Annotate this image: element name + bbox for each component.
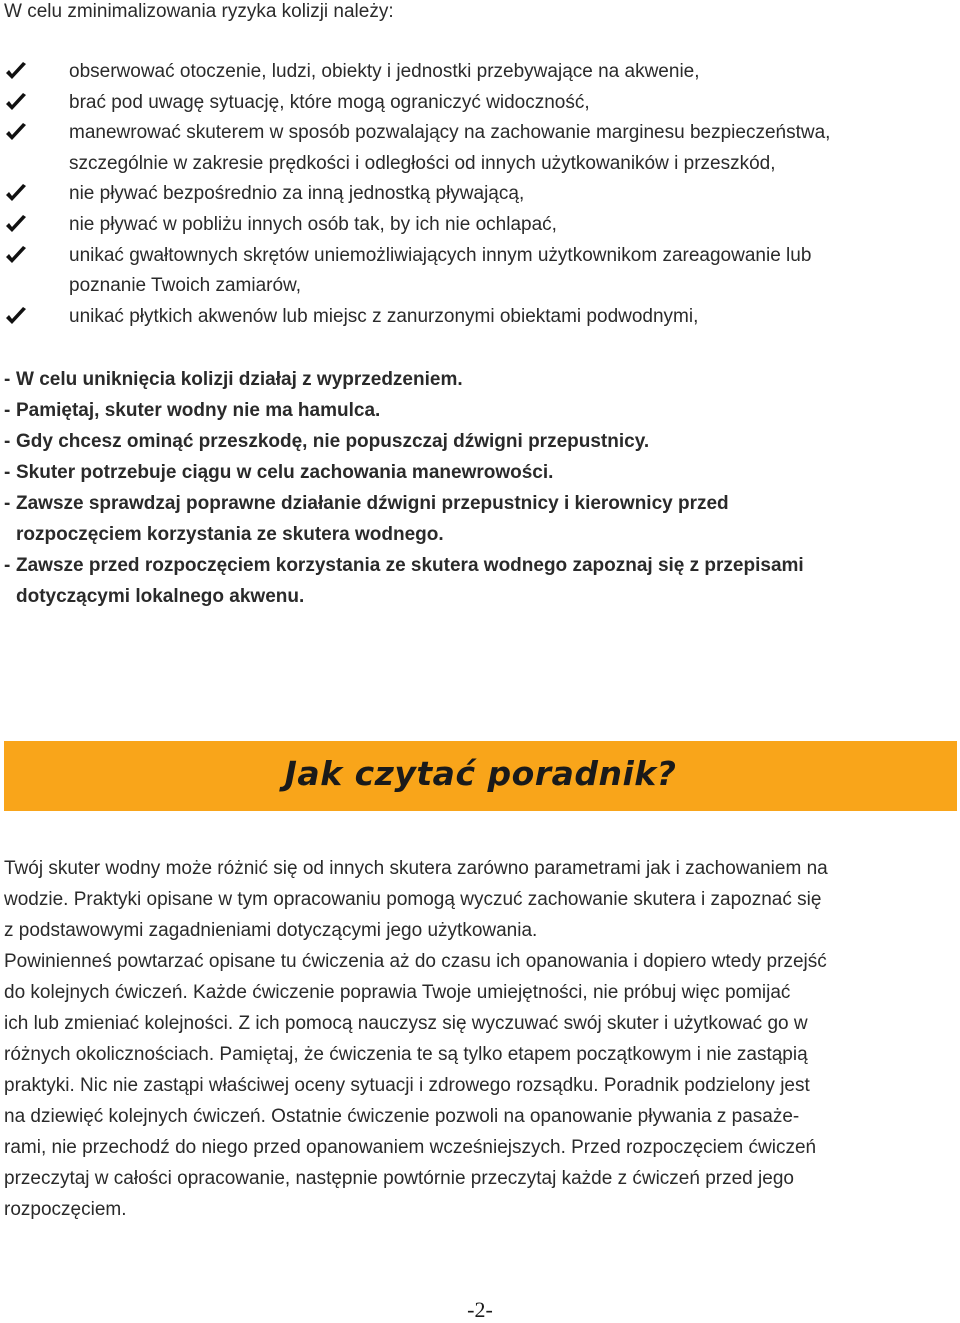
checklist-item (0, 57, 960, 88)
checklist-line: brać pod uwagę sytuację, które mogą ograniczyć widoczność, (69, 91, 590, 113)
checkmark-icon (4, 214, 28, 236)
checkmark-icon (4, 306, 28, 328)
section-banner (4, 741, 957, 811)
rules-list (0, 364, 960, 612)
intro-heading: W celu zminimalizowania ryzyka kolizji należy: (4, 1, 394, 22)
dash-bullet: - (4, 369, 11, 390)
body-line: na dziewięć kolejnych ćwiczeń. Ostatnie ćwiczenie pozwoli na opanowanie pływania z pasaże- (4, 1106, 800, 1127)
rule-line: dotyczącymi lokalnego akwenu. (16, 586, 305, 607)
dash-bullet: - (4, 462, 11, 483)
rule-item (0, 488, 960, 550)
body-line: ich lub zmieniać kolejności. Z ich pomocą nauczysz się wyczuwać swój skuter i użytkować go w (4, 1013, 808, 1034)
checkmark-icon (4, 245, 28, 267)
body-line: Twój skuter wodny może różnić się od innych skutera zarówno parametrami jak i zachowaniem na (4, 858, 828, 879)
checklist (0, 57, 960, 332)
checklist-item (0, 88, 960, 119)
body-line: przeczytaj w całości opracowanie, następnie powtórnie przeczytaj każde z ćwiczeń przed jego (4, 1168, 794, 1189)
body-line: rami, nie przechodź do niego przed opanowaniem wcześniejszych. Przed rozpoczęciem ćwiczeń (4, 1137, 817, 1158)
checkmark-icon (4, 61, 28, 83)
checkmark-icon (4, 122, 28, 144)
checklist-line: unikać gwałtownych skrętów uniemożliwiających innym użytkownikom zareagowanie lub (69, 244, 812, 266)
checklist-line: poznanie Twoich zamiarów, (69, 275, 301, 297)
rule-line: rozpoczęciem korzystania ze skutera wodnego. (16, 524, 444, 545)
checklist-item (0, 302, 960, 333)
checklist-line: szczególnie w zakresie prędkości i odległości od innych użytkowaników i przeszkód, (69, 152, 776, 174)
checklist-line: nie pływać w pobliżu innych osób tak, by ich nie ochlapać, (69, 213, 557, 235)
section-title: Jak czytać poradnik? (284, 754, 677, 793)
checklist-item (0, 241, 960, 302)
dash-bullet: - (4, 400, 11, 421)
body-line: do kolejnych ćwiczeń. Każde ćwiczenie poprawia Twoje umiejętności, nie próbuj więc pomijać (4, 982, 791, 1003)
rule-line: Gdy chcesz ominąć przeszkodę, nie popuszczaj dźwigni przepustnicy. (16, 431, 650, 452)
checklist-item (0, 179, 960, 210)
rule-line: Skuter potrzebuje ciągu w celu zachowania manewrowości. (16, 462, 554, 483)
rule-item (0, 550, 960, 612)
checkmark-icon (4, 92, 28, 114)
body-line: z podstawowymi zagadnieniami dotyczącymi jego użytkowania. (4, 920, 538, 941)
dash-bullet: - (4, 555, 11, 576)
body-line: wodzie. Praktyki opisane w tym opracowaniu pomogą wyczuć zachowanie skutera i zapoznać się (4, 889, 822, 910)
rule-item (0, 364, 960, 395)
rule-item (0, 426, 960, 457)
rule-item (0, 395, 960, 426)
checklist-item (0, 210, 960, 241)
dash-bullet: - (4, 431, 11, 452)
body-paragraph (4, 853, 956, 1225)
rule-line: Zawsze sprawdzaj poprawne działanie dźwigni przepustnicy i kierownicy przed (16, 493, 729, 514)
checklist-line: obserwować otoczenie, ludzi, obiekty i jednostki przebywające na akwenie, (69, 61, 700, 82)
body-line: różnych okolicznościach. Pamiętaj, że ćwiczenia te są tylko etapem początkowym i nie zastąpią (4, 1044, 808, 1065)
checklist-line: manewrować skuterem w sposób pozwalający na zachowanie marginesu bezpieczeństwa, (69, 122, 831, 144)
body-line: rozpoczęciem. (4, 1199, 127, 1220)
rule-line: W celu uniknięcia kolizji działaj z wyprzedzeniem. (16, 369, 463, 390)
rule-line: Zawsze przed rozpoczęciem korzystania ze skutera wodnego zapoznaj się z przepisami (16, 555, 804, 576)
rule-item (0, 457, 960, 488)
checklist-item (0, 118, 960, 179)
body-line: praktyki. Nic nie zastąpi właściwej oceny sytuacji i zdrowego rozsądku. Poradnik podzielony jest (4, 1075, 810, 1096)
page-number: -2- (467, 1297, 493, 1322)
dash-bullet: - (4, 493, 11, 514)
rule-line: Pamiętaj, skuter wodny nie ma hamulca. (16, 400, 381, 421)
body-line: Powinienneś powtarzać opisane tu ćwiczenia aż do czasu ich opanowania i dopiero wtedy przejść (4, 951, 827, 972)
checklist-line: nie pływać bezpośrednio za inną jednostką pływającą, (69, 183, 525, 205)
checklist-line: unikać płytkich akwenów lub miejsc z zanurzonymi obiektami podwodnymi, (69, 305, 699, 327)
checkmark-icon (4, 183, 28, 205)
